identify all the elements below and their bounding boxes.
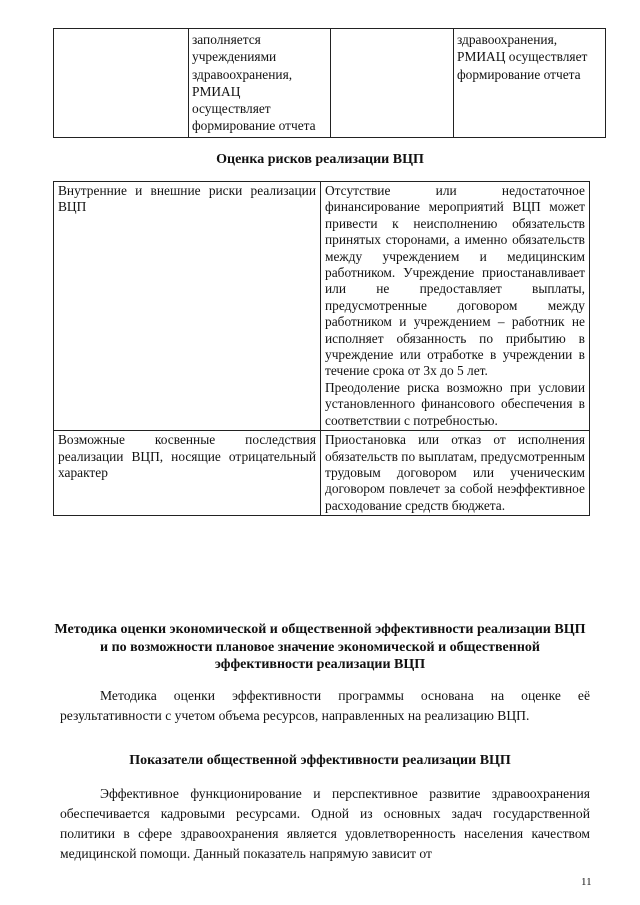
page-number: 11 — [581, 876, 592, 888]
risk-description-cell — [321, 182, 590, 431]
table-row — [54, 182, 590, 431]
methodology-paragraph: Методика оценки эффективности программы основана на оценке её результативности с учетом объема ресурсов, направленных на реализацию ВЦП. — [60, 688, 590, 723]
social-efficiency-heading: Показатели общественной эффективности реализации ВЦП — [129, 753, 511, 768]
social-efficiency-paragraph: Эффективное функционирование и перспективное развитие здравоохранения обеспечивается кадровыми ресурсами. Одной из основных задач государственной политики в сфере здравоохранения является удовлетворенность населения качеством медицинской помощи. Данный показатель напрямую зависит от — [60, 786, 590, 861]
risk-table — [53, 181, 590, 516]
table-cell-report-info: здравоохранения, РМИАЦ осуществляет формирование отчета — [454, 29, 606, 138]
table-cell-fill-info: заполняется учреждениями здравоохранения, РМИАЦ осуществляет формирование отчета — [189, 29, 331, 138]
continuation-table — [53, 28, 606, 138]
risk-mitigation-text: Преодоление риска возможно при условии установленного финансового обеспечения в соответствии с потребностью. — [325, 379, 585, 428]
risk-assessment-heading: Оценка рисков реализации ВЦП — [216, 152, 424, 167]
table-cell-empty — [331, 29, 454, 138]
table-cell-empty — [54, 29, 189, 138]
table-row — [54, 29, 606, 138]
consequence-description-cell: Приостановка или отказ от исполнения обязательств по выплатам, предусмотренным трудовым договором или ученическим договором повлечет за собой неэффективное расходование средств бюджета. — [321, 431, 590, 516]
risk-description-text: Отсутствие или недостаточное финансирование мероприятий ВЦП может привести к неисполнению обязательств принятых сторонами, а именно обязательств между учреждением и медицинским работником. Учреждение приостанавливает или не предоставляет выплаты, предусмотренные договором между работником и учреждением – работник не исполняет обязанность по прибытию в учреждение или отработке в учреждении в течение срока от 3х до 5 лет. — [325, 183, 585, 379]
table-row — [54, 431, 590, 516]
risk-label-cell: Внутренние и внешние риски реализации ВЦП — [54, 182, 321, 431]
consequence-label-cell: Возможные косвенные последствия реализации ВЦП, носящие отрицательный характер — [54, 431, 321, 516]
methodology-heading: Методика оценки экономической и общественной эффективности реализации ВЦП и по возможности плановое значение экономической и общественной эффективности реализации ВЦП — [54, 622, 586, 672]
